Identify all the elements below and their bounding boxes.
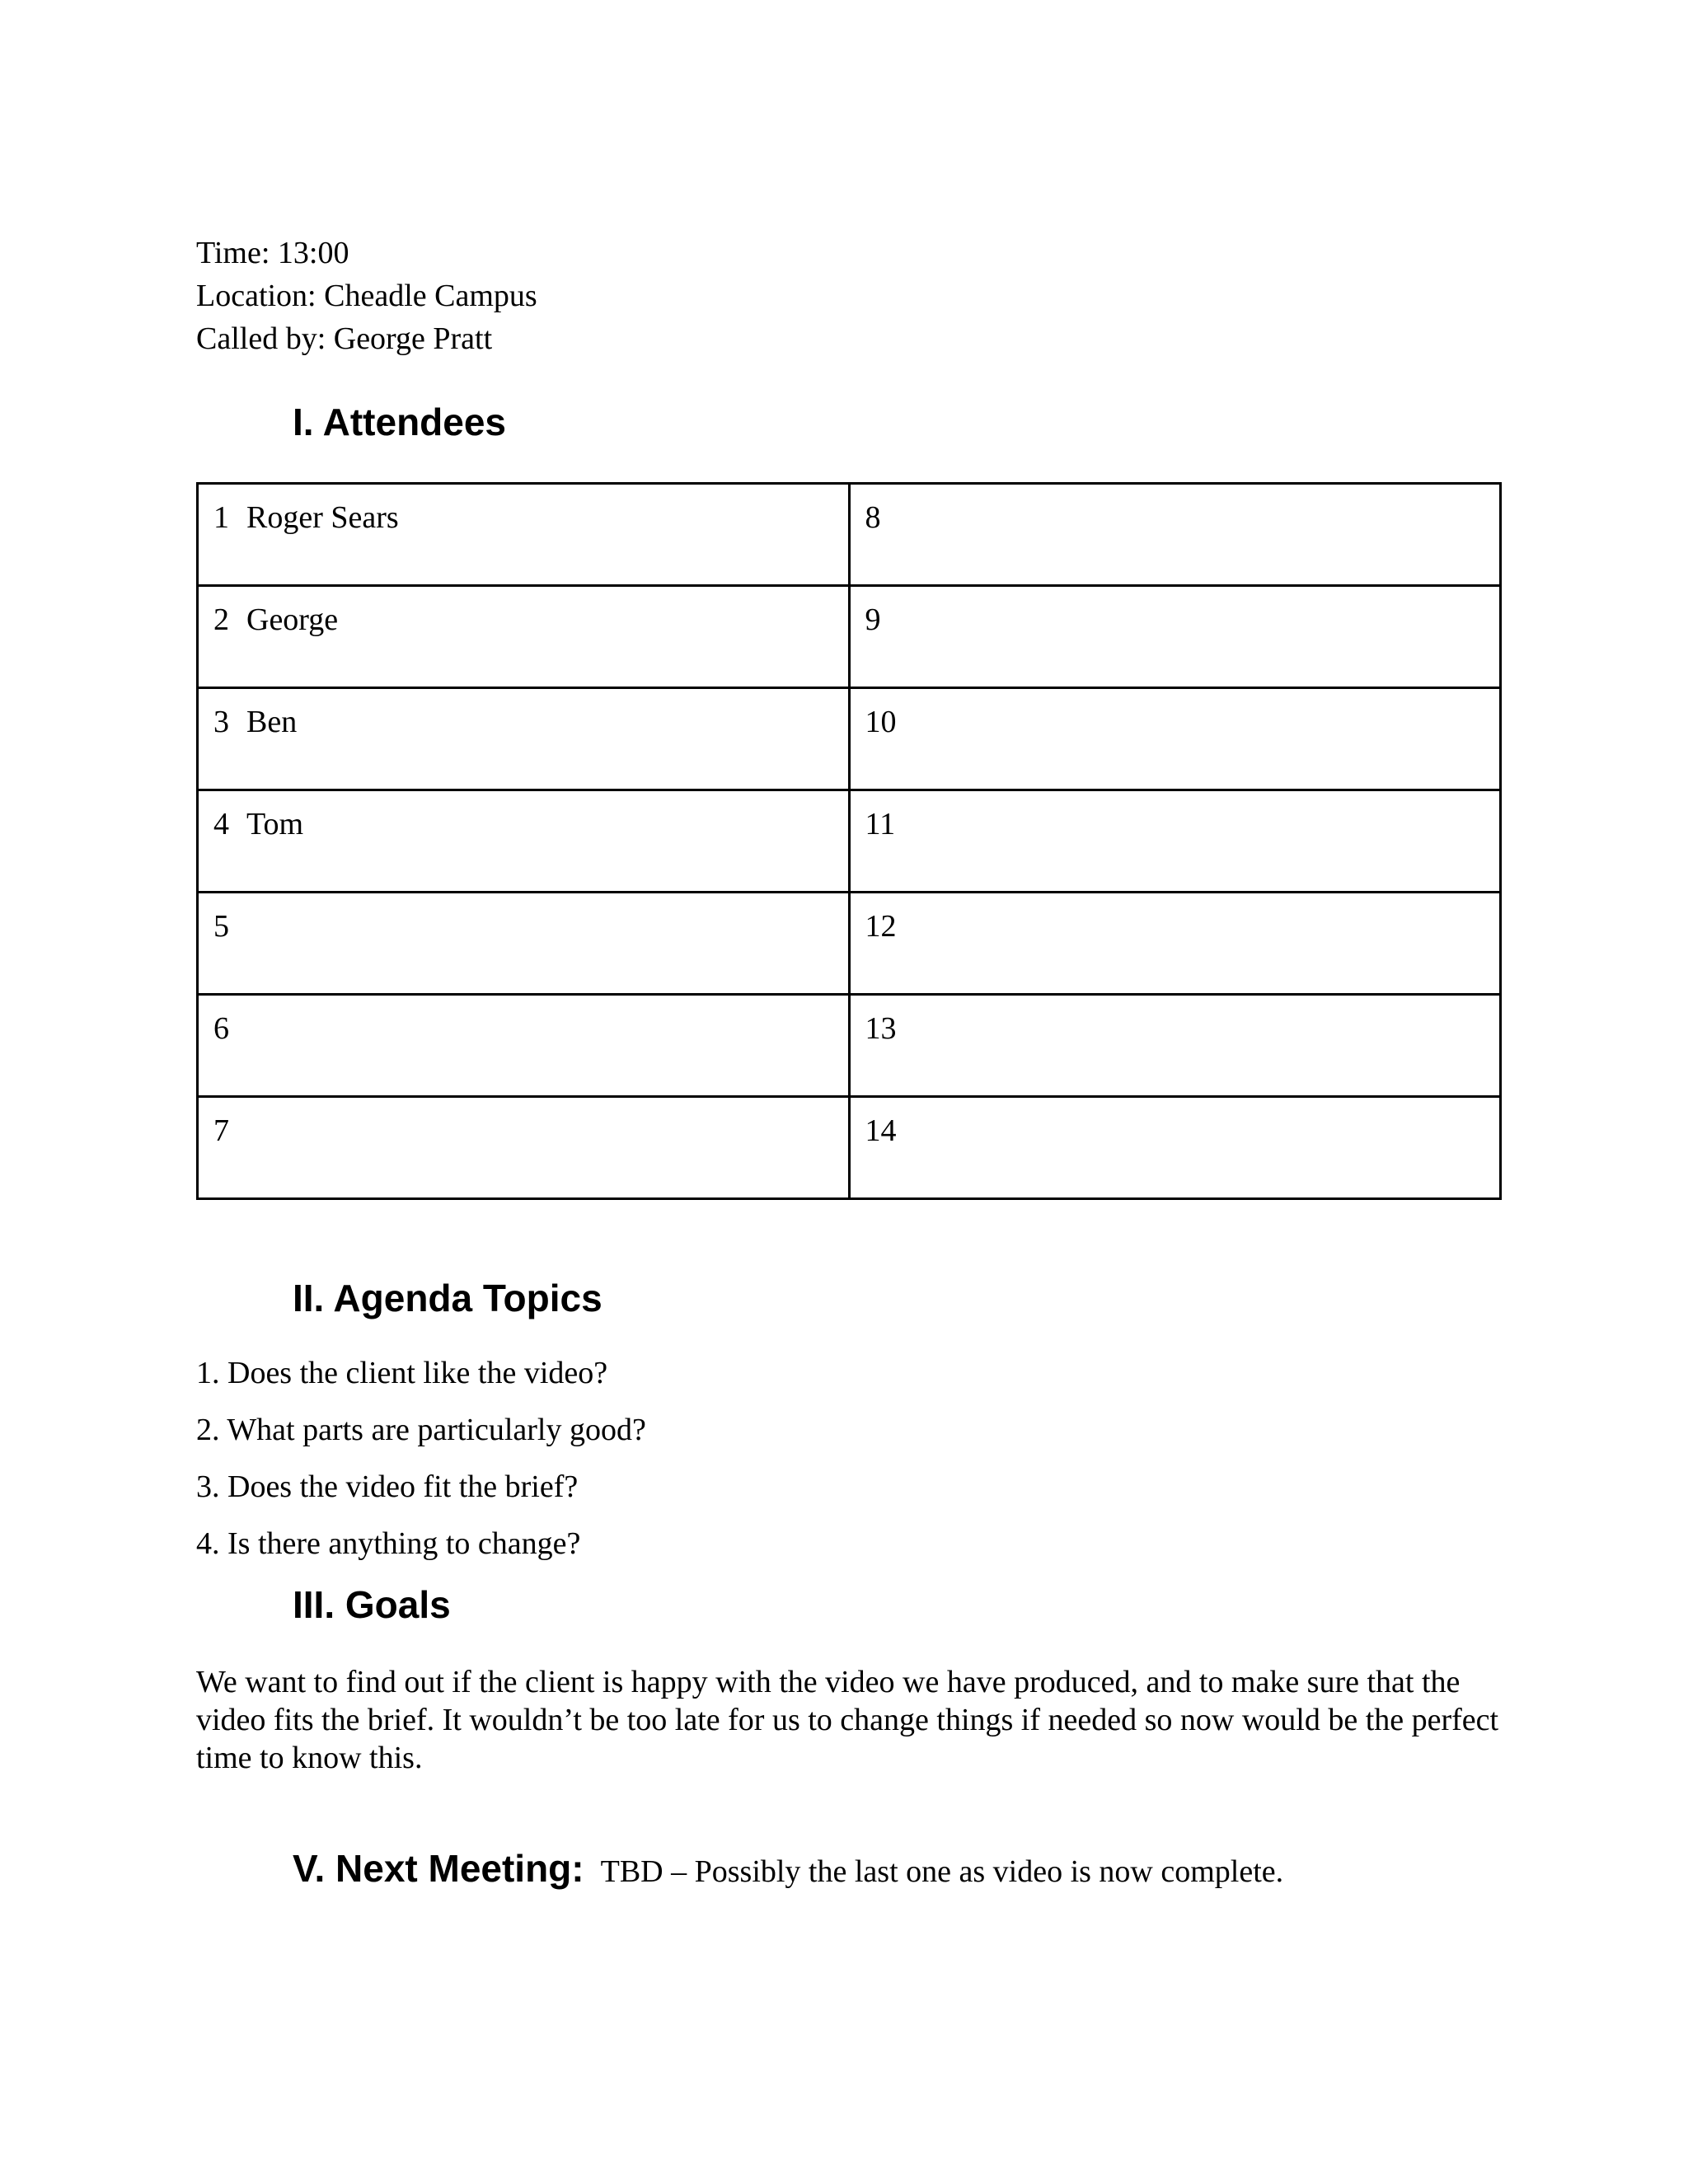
next-meeting-label: V. Next Meeting: [293,1847,584,1890]
table-row [198,586,1501,688]
attendee-cell: 3 Ben [198,688,850,790]
agenda-item: 1. Does the client like the video? [196,1356,608,1390]
attendee-cell: 14 [849,1097,1501,1199]
table-row [198,1097,1501,1199]
attendee-cell: 5 [198,893,850,995]
attendee-cell: 8 [849,484,1501,586]
agenda-item: 3. Does the video fit the brief? [196,1469,579,1504]
next-meeting [293,1846,1283,1891]
attendee-cell: 2 George [198,586,850,688]
agenda-item: 2. What parts are particularly good? [196,1413,646,1447]
attendee-cell: 10 [849,688,1501,790]
agenda-heading: II. Agenda Topics [293,1277,603,1319]
agenda-item: 4. Is there anything to change? [196,1526,581,1561]
attendee-cell: 12 [849,893,1501,995]
attendee-cell: 4 Tom [198,790,850,893]
meeting-location: Location: Cheadle Campus [196,279,537,313]
table-row [198,893,1501,995]
attendees-table [196,482,1502,1200]
attendees-heading: I. Attendees [293,401,507,443]
attendee-cell: 6 [198,995,850,1097]
attendee-cell: 11 [849,790,1501,893]
attendee-cell: 7 [198,1097,850,1199]
table-row [198,995,1501,1097]
table-row [198,688,1501,790]
table-row [198,484,1501,586]
next-meeting-value: TBD – Possibly the last one as video is now complete. [600,1854,1284,1889]
attendee-cell: 9 [849,586,1501,688]
attendee-cell: 1 Roger Sears [198,484,850,586]
table-row [198,790,1501,893]
meeting-called-by: Called by: George Pratt [196,321,493,356]
goals-heading: III. Goals [293,1583,451,1626]
attendee-cell: 13 [849,995,1501,1097]
meeting-time: Time: 13:00 [196,236,349,270]
goals-paragraph: We want to find out if the client is happy with the video we have produced, and to make sure that the video fits the brief. It wouldn’t be too late for us to change things if needed so now would be the perfect time to know this. [196,1665,1499,1775]
